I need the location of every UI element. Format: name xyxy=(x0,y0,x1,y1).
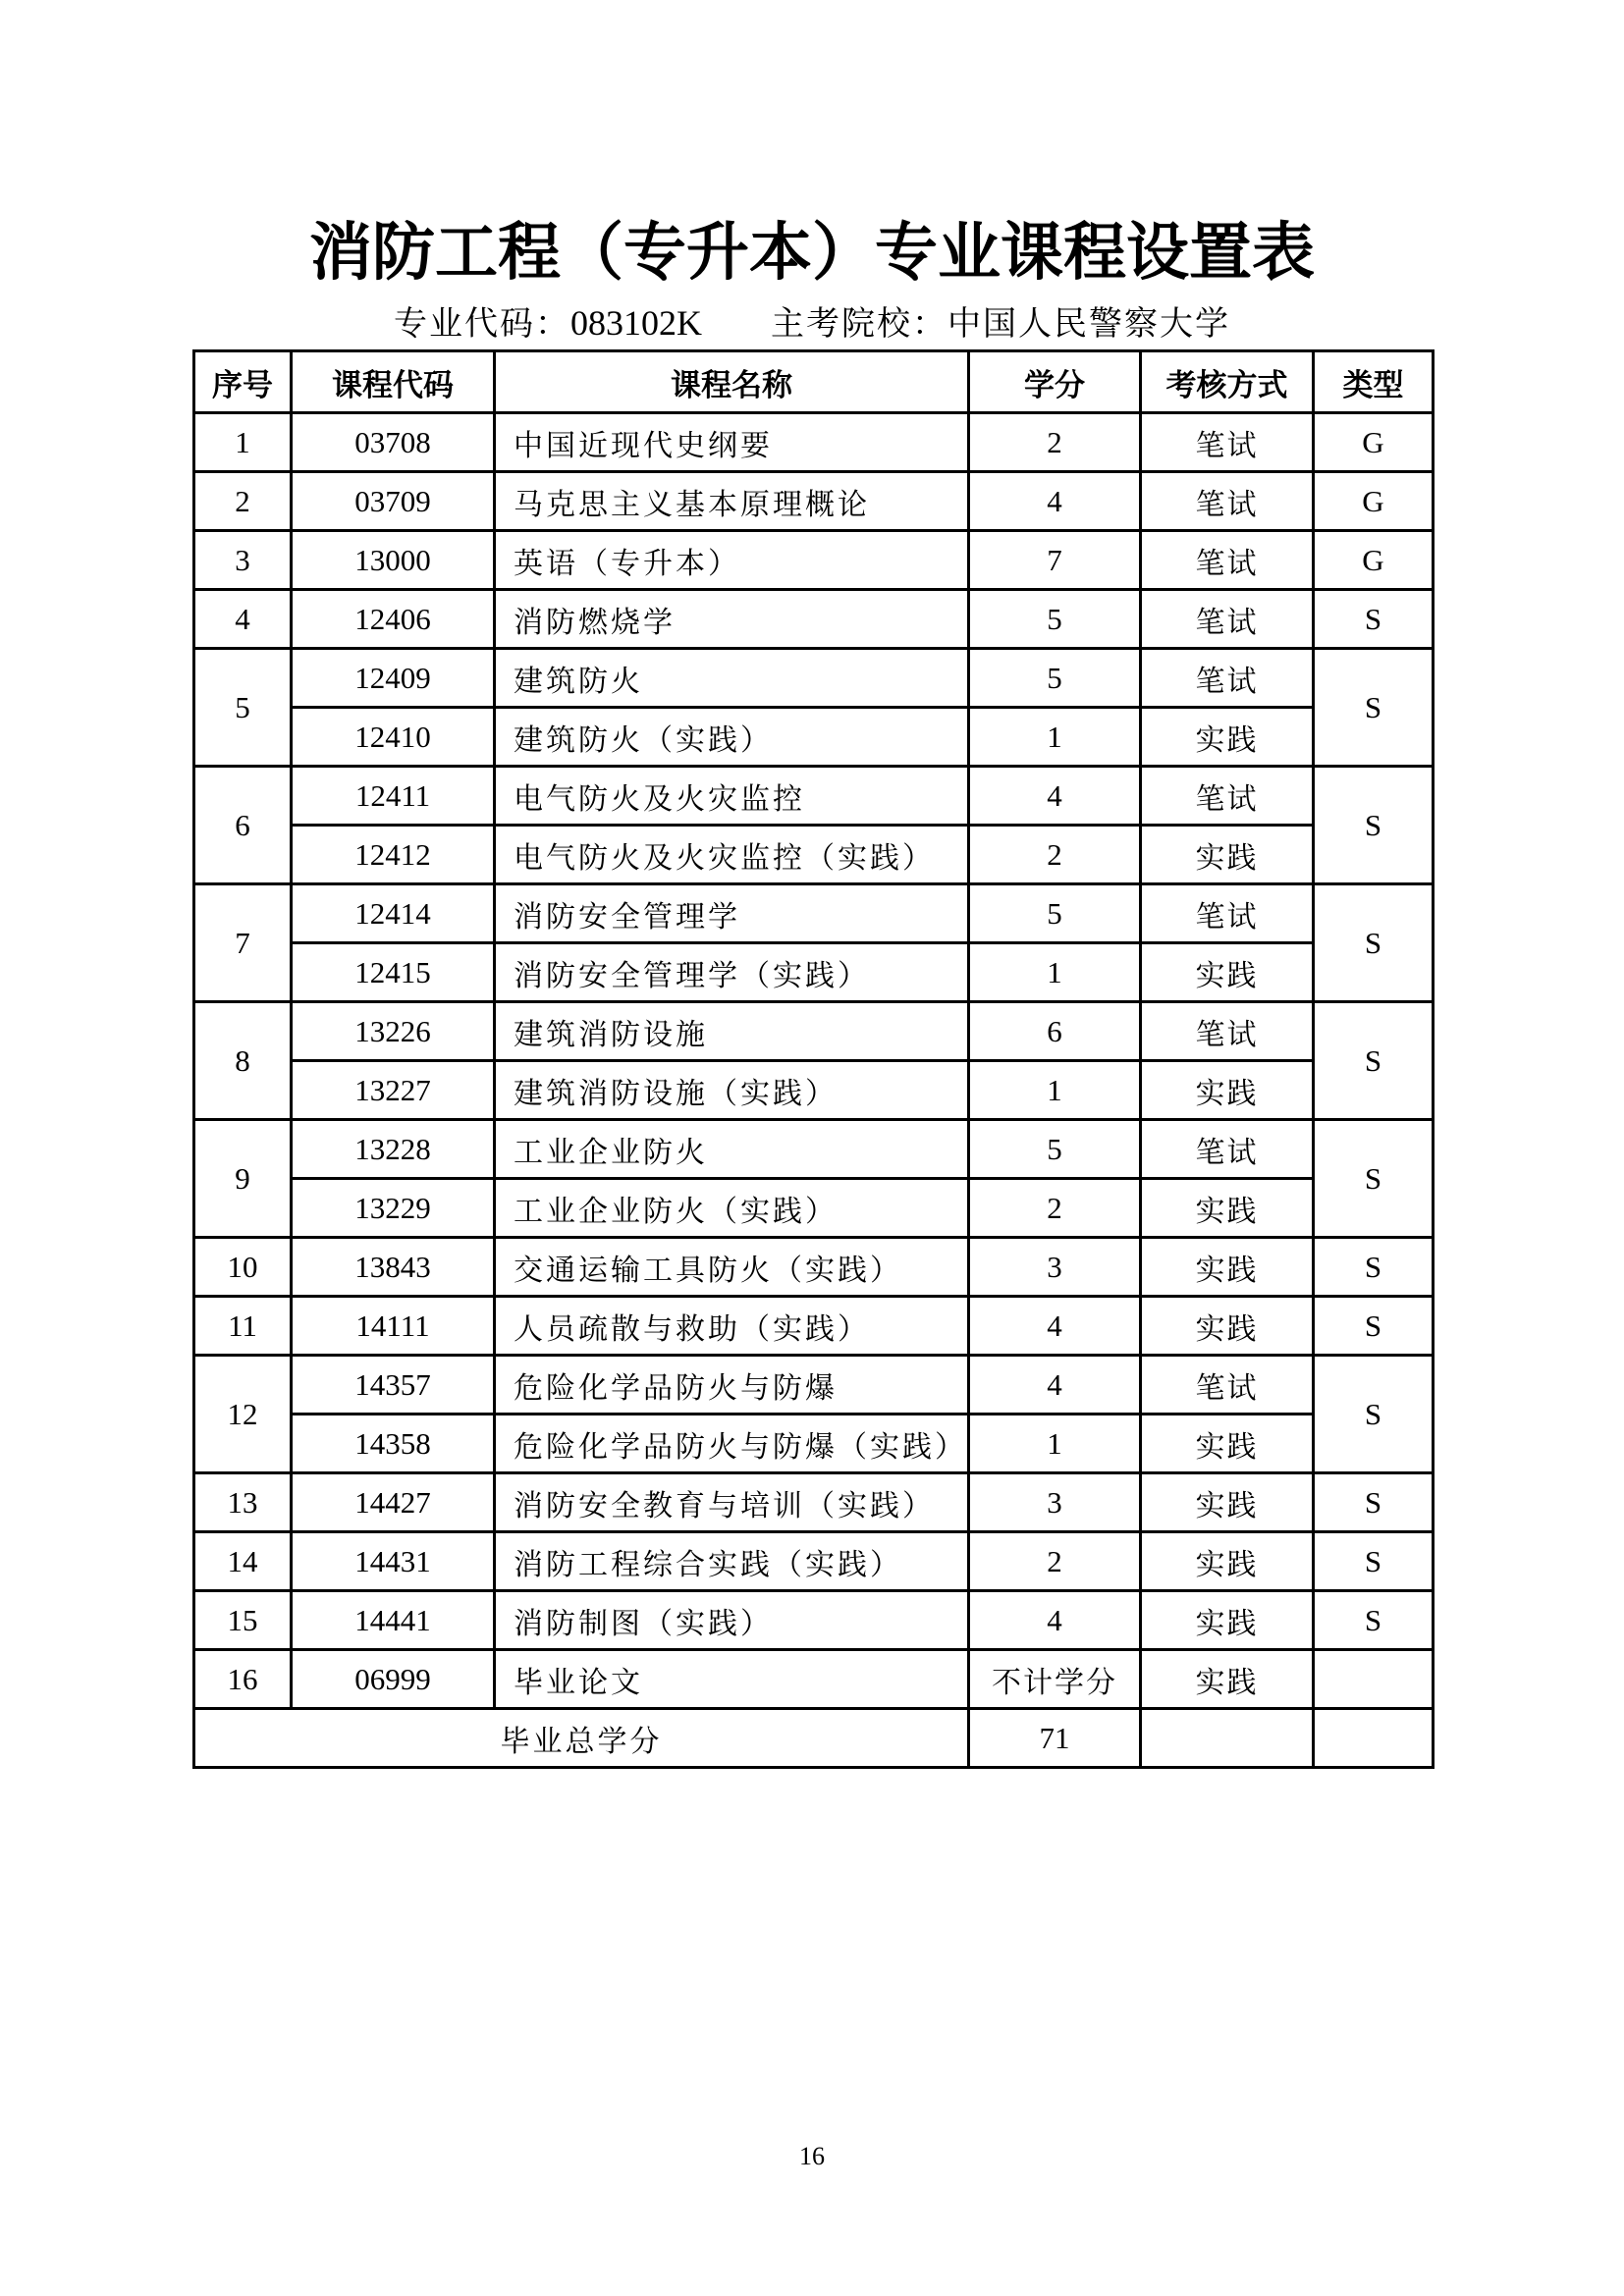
cell-exam-method: 实践 xyxy=(1141,1591,1314,1650)
subtitle xyxy=(0,298,1624,348)
cell-course-code: 03709 xyxy=(292,472,495,531)
table-row xyxy=(194,1179,1434,1238)
total-row xyxy=(194,1709,1434,1768)
cell-type: S xyxy=(1314,767,1434,884)
cell-seq-no: 7 xyxy=(194,884,292,1002)
table-row xyxy=(194,1238,1434,1297)
cell-course-code: 12410 xyxy=(292,708,495,767)
cell-course-name: 消防工程综合实践（实践） xyxy=(495,1532,969,1591)
cell-course-code: 13000 xyxy=(292,531,495,590)
course-table xyxy=(192,349,1435,1769)
cell-course-code: 13226 xyxy=(292,1002,495,1061)
table-row xyxy=(194,649,1434,708)
cell-exam-method: 实践 xyxy=(1141,1238,1314,1297)
cell-course-name: 电气防火及火灾监控 xyxy=(495,767,969,826)
cell-exam-method: 笔试 xyxy=(1141,472,1314,531)
cell-credits: 2 xyxy=(969,1179,1141,1238)
cell-course-name: 马克思主义基本原理概论 xyxy=(495,472,969,531)
table-row xyxy=(194,531,1434,590)
cell-exam-method: 实践 xyxy=(1141,1297,1314,1356)
header-type: 类型 xyxy=(1314,351,1434,413)
table-row xyxy=(194,767,1434,826)
cell-course-name: 英语（专升本） xyxy=(495,531,969,590)
cell-type: S xyxy=(1314,1297,1434,1356)
cell-course-name: 电气防火及火灾监控（实践） xyxy=(495,826,969,884)
table-row xyxy=(194,708,1434,767)
header-name: 课程名称 xyxy=(495,351,969,413)
cell-course-code: 12406 xyxy=(292,590,495,649)
cell-course-code: 12415 xyxy=(292,943,495,1002)
cell-seq-no: 10 xyxy=(194,1238,292,1297)
cell-exam-method: 实践 xyxy=(1141,943,1314,1002)
table-row xyxy=(194,1120,1434,1179)
cell-course-code: 14441 xyxy=(292,1591,495,1650)
cell-seq-no: 4 xyxy=(194,590,292,649)
cell-seq-no: 11 xyxy=(194,1297,292,1356)
cell-seq-no: 15 xyxy=(194,1591,292,1650)
total-credits: 71 xyxy=(969,1709,1141,1768)
institution-label: 主考院校： xyxy=(771,304,947,344)
cell-credits: 4 xyxy=(969,767,1141,826)
cell-credits: 1 xyxy=(969,943,1141,1002)
cell-seq-no: 16 xyxy=(194,1650,292,1709)
cell-type: S xyxy=(1314,1238,1434,1297)
page-number: 16 xyxy=(799,2142,825,2170)
cell-course-name: 建筑防火（实践） xyxy=(495,708,969,767)
cell-credits: 3 xyxy=(969,1238,1141,1297)
cell-credits: 4 xyxy=(969,1297,1141,1356)
header-credits: 学分 xyxy=(969,351,1141,413)
cell-course-code: 12412 xyxy=(292,826,495,884)
table-header-row xyxy=(194,351,1434,413)
cell-type xyxy=(1314,1650,1434,1709)
cell-type: S xyxy=(1314,590,1434,649)
cell-credits: 5 xyxy=(969,590,1141,649)
header-exam: 考核方式 xyxy=(1141,351,1314,413)
cell-type: S xyxy=(1314,1356,1434,1473)
cell-course-name: 交通运输工具防火（实践） xyxy=(495,1238,969,1297)
cell-exam-method: 笔试 xyxy=(1141,767,1314,826)
cell-seq-no: 14 xyxy=(194,1532,292,1591)
cell-course-code: 14357 xyxy=(292,1356,495,1415)
cell-exam-method: 实践 xyxy=(1141,708,1314,767)
cell-exam-method: 实践 xyxy=(1141,826,1314,884)
cell-type: G xyxy=(1314,413,1434,472)
cell-exam-method: 笔试 xyxy=(1141,531,1314,590)
table-row xyxy=(194,884,1434,943)
cell-type: S xyxy=(1314,1591,1434,1650)
cell-course-code: 13843 xyxy=(292,1238,495,1297)
cell-course-name: 消防安全教育与培训（实践） xyxy=(495,1473,969,1532)
cell-course-code: 14431 xyxy=(292,1532,495,1591)
cell-course-code: 12411 xyxy=(292,767,495,826)
table-row xyxy=(194,1650,1434,1709)
cell-exam-method: 实践 xyxy=(1141,1650,1314,1709)
cell-credits: 3 xyxy=(969,1473,1141,1532)
cell-type: S xyxy=(1314,649,1434,767)
table-row xyxy=(194,413,1434,472)
cell-exam-method: 笔试 xyxy=(1141,1356,1314,1415)
cell-course-name: 毕业论文 xyxy=(495,1650,969,1709)
cell-exam-method: 实践 xyxy=(1141,1179,1314,1238)
cell-credits: 1 xyxy=(969,1061,1141,1120)
cell-exam-method: 实践 xyxy=(1141,1473,1314,1532)
cell-credits: 1 xyxy=(969,1415,1141,1473)
table-row xyxy=(194,1591,1434,1650)
cell-type: S xyxy=(1314,1002,1434,1120)
cell-course-name: 工业企业防火 xyxy=(495,1120,969,1179)
cell-type: S xyxy=(1314,884,1434,1002)
cell-course-code: 03708 xyxy=(292,413,495,472)
total-type-empty xyxy=(1314,1709,1434,1768)
table-row xyxy=(194,590,1434,649)
cell-course-code: 14111 xyxy=(292,1297,495,1356)
cell-course-code: 14358 xyxy=(292,1415,495,1473)
cell-exam-method: 实践 xyxy=(1141,1061,1314,1120)
cell-course-code: 06999 xyxy=(292,1650,495,1709)
cell-seq-no: 5 xyxy=(194,649,292,767)
cell-credits: 4 xyxy=(969,1356,1141,1415)
cell-seq-no: 6 xyxy=(194,767,292,884)
cell-seq-no: 2 xyxy=(194,472,292,531)
cell-credits: 1 xyxy=(969,708,1141,767)
cell-course-code: 13228 xyxy=(292,1120,495,1179)
cell-course-name: 消防燃烧学 xyxy=(495,590,969,649)
cell-credits: 5 xyxy=(969,649,1141,708)
cell-course-code: 13227 xyxy=(292,1061,495,1120)
cell-credits: 4 xyxy=(969,472,1141,531)
cell-exam-method: 实践 xyxy=(1141,1532,1314,1591)
cell-course-name: 消防制图（实践） xyxy=(495,1591,969,1650)
cell-type: S xyxy=(1314,1532,1434,1591)
cell-course-code: 12414 xyxy=(292,884,495,943)
cell-exam-method: 实践 xyxy=(1141,1415,1314,1473)
major-code: 083102K xyxy=(570,303,702,343)
cell-credits: 6 xyxy=(969,1002,1141,1061)
table-row xyxy=(194,826,1434,884)
table-body xyxy=(194,413,1434,1709)
cell-course-name: 消防安全管理学 xyxy=(495,884,969,943)
total-label: 毕业总学分 xyxy=(194,1709,969,1768)
table-row xyxy=(194,1356,1434,1415)
cell-course-code: 12409 xyxy=(292,649,495,708)
cell-course-name: 工业企业防火（实践） xyxy=(495,1179,969,1238)
cell-type: S xyxy=(1314,1120,1434,1238)
cell-credits: 4 xyxy=(969,1591,1141,1650)
table-row xyxy=(194,1532,1434,1591)
cell-course-code: 14427 xyxy=(292,1473,495,1532)
cell-course-name: 建筑消防设施（实践） xyxy=(495,1061,969,1120)
table-row xyxy=(194,1002,1434,1061)
table-row xyxy=(194,1415,1434,1473)
cell-credits: 5 xyxy=(969,1120,1141,1179)
cell-credits: 不计学分 xyxy=(969,1650,1141,1709)
header-code: 课程代码 xyxy=(292,351,495,413)
cell-exam-method: 笔试 xyxy=(1141,884,1314,943)
cell-seq-no: 1 xyxy=(194,413,292,472)
cell-exam-method: 笔试 xyxy=(1141,1002,1314,1061)
cell-exam-method: 笔试 xyxy=(1141,590,1314,649)
table-row xyxy=(194,1061,1434,1120)
cell-course-name: 危险化学品防火与防爆（实践） xyxy=(495,1415,969,1473)
cell-credits: 2 xyxy=(969,413,1141,472)
cell-credits: 7 xyxy=(969,531,1141,590)
cell-course-name: 消防安全管理学（实践） xyxy=(495,943,969,1002)
table-row xyxy=(194,943,1434,1002)
total-exam-empty xyxy=(1141,1709,1314,1768)
cell-seq-no: 8 xyxy=(194,1002,292,1120)
cell-course-name: 危险化学品防火与防爆 xyxy=(495,1356,969,1415)
cell-course-name: 建筑防火 xyxy=(495,649,969,708)
cell-type: G xyxy=(1314,531,1434,590)
cell-credits: 2 xyxy=(969,1532,1141,1591)
cell-exam-method: 笔试 xyxy=(1141,1120,1314,1179)
cell-course-name: 建筑消防设施 xyxy=(495,1002,969,1061)
cell-credits: 2 xyxy=(969,826,1141,884)
major-code-label: 专业代码： xyxy=(394,304,570,344)
cell-seq-no: 13 xyxy=(194,1473,292,1532)
cell-exam-method: 笔试 xyxy=(1141,649,1314,708)
cell-seq-no: 9 xyxy=(194,1120,292,1238)
cell-course-name: 中国近现代史纲要 xyxy=(495,413,969,472)
cell-type: S xyxy=(1314,1473,1434,1532)
cell-type: G xyxy=(1314,472,1434,531)
cell-exam-method: 笔试 xyxy=(1141,413,1314,472)
institution: 中国人民警察大学 xyxy=(947,304,1230,344)
cell-course-code: 13229 xyxy=(292,1179,495,1238)
cell-course-name: 人员疏散与救助（实践） xyxy=(495,1297,969,1356)
table-row xyxy=(194,1473,1434,1532)
page-title: 消防工程（专升本）专业课程设置表 xyxy=(309,217,1315,290)
table-row xyxy=(194,472,1434,531)
header-no: 序号 xyxy=(194,351,292,413)
cell-credits: 5 xyxy=(969,884,1141,943)
table-row xyxy=(194,1297,1434,1356)
cell-seq-no: 3 xyxy=(194,531,292,590)
cell-seq-no: 12 xyxy=(194,1356,292,1473)
